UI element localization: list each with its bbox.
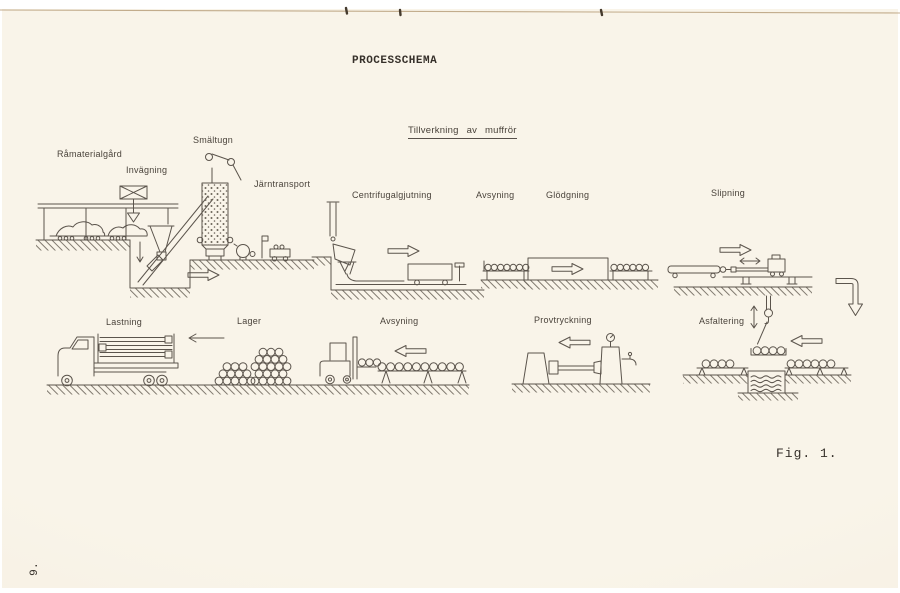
asphalt-coating-drawing <box>683 296 851 401</box>
forklift-mast <box>353 337 357 379</box>
flow-arrow-left <box>559 337 590 348</box>
drain-valve <box>630 359 636 365</box>
pressure-testing-drawing <box>512 334 650 393</box>
crane-hoist <box>327 202 339 236</box>
label-glodgning: Glödgning <box>546 190 590 200</box>
flow-arrow-left <box>189 334 224 342</box>
label-avsyning-bottom: Avsyning <box>380 316 419 326</box>
dip-crane <box>767 296 771 310</box>
label-slipning: Slipning <box>711 188 746 198</box>
page-top-edge <box>0 10 900 13</box>
charging-pit-drawing <box>130 196 213 298</box>
diagram-subtitle: Tillverkning av muffrör <box>408 125 517 139</box>
flow-bend-arrow <box>836 279 863 316</box>
label-provtryckning: Provtryckning <box>534 315 592 325</box>
forklift-guard <box>330 343 346 360</box>
label-invagning: Invägning <box>126 165 168 175</box>
label-centrifugalgjutning: Centrifugalgjutning <box>352 190 432 200</box>
centrifugal-casting-drawing <box>312 202 484 300</box>
grinding-drawing <box>668 245 812 296</box>
flow-arrow-right <box>388 246 419 257</box>
label-avsyning-top: Avsyning <box>476 190 515 200</box>
truck-loading-drawing <box>58 334 224 386</box>
label-ramaterialgard: Råmaterialgård <box>57 149 123 159</box>
iron-transport-drawing <box>234 236 290 261</box>
up-down-arrow <box>751 306 757 328</box>
annealing-furnace-drawing <box>524 258 658 290</box>
pipe-storage-drawing <box>215 348 291 385</box>
flow-arrow-left <box>395 346 426 357</box>
page-number: 9. <box>28 562 41 576</box>
flow-arrow-right <box>188 270 219 281</box>
flow-arrow-left <box>791 336 822 347</box>
down-arrow <box>137 242 143 262</box>
page-title: PROCESSCHEMA <box>352 55 438 67</box>
label-asfaltering: Asfaltering <box>699 316 745 326</box>
raw-material-yard-drawing <box>36 186 178 251</box>
label-lastning: Lastning <box>106 317 143 327</box>
label-lager: Lager <box>237 316 262 326</box>
label-smaltugn: Smältugn <box>193 135 234 145</box>
flow-arrow-right <box>720 245 751 256</box>
reciprocating-arrow <box>740 258 760 264</box>
flow-arrow-right <box>552 264 583 275</box>
pressure-gauge <box>611 335 614 338</box>
melting-furnace-drawing <box>188 154 314 281</box>
inspection-rollers-drawing <box>481 261 529 289</box>
figure-caption: Fig. 1. <box>776 446 838 461</box>
label-jarntransport: Järntransport <box>254 179 311 189</box>
pouring-ladle <box>333 244 355 271</box>
